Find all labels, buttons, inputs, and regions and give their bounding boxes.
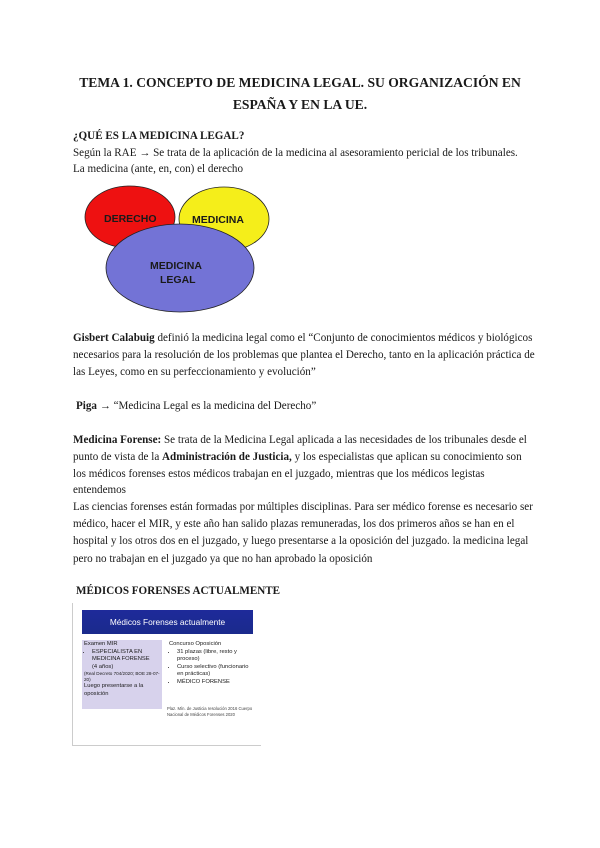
forense-paragraph [73, 432, 535, 499]
slide-right-heading: Concurso Oposición [169, 641, 222, 647]
piga-text: → “Medicina Legal es la medicina del Derecho” [96, 400, 317, 412]
slide-left-decree: (Real Decreto 704/2020; BOE 28-07-20) [84, 671, 160, 682]
slide-right-list [169, 649, 251, 687]
gisbert-text: definió la medicina legal como el “Conjunto de conocimientos médicos y biológicos necesarios para la resolución de los problemas que plantea el Derecho, tanto en la aplicación práctica de las Leyes, como en su perfeccionamiento y evolución” [73, 332, 535, 378]
piga-name: Piga [76, 400, 97, 412]
forense-text-2: y los especialistas que aplican su conocimiento son los médicos forenses estos médicos trabajan en el juzgado, mientras que los médicos legistas entendemos [73, 450, 522, 497]
slide-left-years: (4 años) [92, 663, 114, 670]
slide-source: Plaz. Mín. de Justicia resolución 2016 Cuerpo Nacional de Médicos Forenses 2020 [167, 706, 253, 717]
gisbert-name: Gisbert Calabuig [73, 332, 155, 344]
ciencias-forenses-paragraph: Las ciencias forenses están formadas por múltiples disciplinas. Para ser médico forense es necesario ser médico, hacer el MIR, y este año han salido plazas remuneradas, los dos primeros años se han en el hospital y los otros dos en el juzgado, y luego presentarse a la oposición del juzgado. la medicina legal pero no trabajan en el juzgado ya que no han aprobado la oposición [73, 501, 533, 565]
venn-diagram [80, 184, 280, 314]
administracion-justicia: Administración de Justicia, [162, 450, 292, 463]
forense-text-1: Se trata de la Medicina Legal aplicada a las necesidades de los tribunales desde el punto de vista de la [73, 434, 527, 463]
piga-paragraph [76, 398, 538, 415]
forenses-slide-image [72, 603, 261, 746]
slide-right-box [167, 640, 253, 706]
document-title [60, 72, 540, 116]
slide-right-item: • 31 plazas (libre, resto y proceso) [177, 649, 251, 664]
forenses-heading: MÉDICOS FORENSES ACTUALMENTE [76, 585, 281, 597]
slide-right-item: • Curso selectivo (funcionario en prácticas) [177, 664, 251, 679]
slide-right-item: • MÉDICO FORENSE [177, 679, 251, 687]
slide-left-item: • ESPECIALISTA EN MEDICINA FORENSE [92, 649, 160, 664]
forense-name: Medicina Forense: [73, 434, 162, 446]
medicina-label: MEDICINA [192, 214, 244, 226]
title-line-2: ESPAÑA Y EN LA UE. [232, 97, 368, 112]
section-heading: ¿QUÉ ES LA MEDICINA LEGAL? [73, 130, 245, 142]
slide-left-box [82, 640, 162, 709]
gisbert-paragraph [73, 330, 535, 380]
ante-en-con-line: La medicina (ante, en, con) el derecho [73, 163, 244, 175]
title-line-1: TEMA 1. CONCEPTO DE MEDICINA LEGAL. SU ORGANIZACIÓN EN [79, 75, 521, 90]
slide-left-heading: Examen MIR [84, 641, 118, 647]
medicina-legal-label-2: LEGAL [160, 274, 196, 286]
slide-left-then: Luego presentarse a la oposición [84, 683, 144, 697]
medicina-legal-label-1: MEDICINA [150, 260, 202, 272]
slide-left-list [84, 649, 160, 664]
slide-title: Médicos Forenses actualmente [82, 610, 253, 634]
derecho-label: DERECHO [104, 213, 157, 225]
rae-definition: Según la RAE → Se trata de la aplicación de la medicina al asesoramiento pericial de los tribunales. [73, 147, 518, 159]
